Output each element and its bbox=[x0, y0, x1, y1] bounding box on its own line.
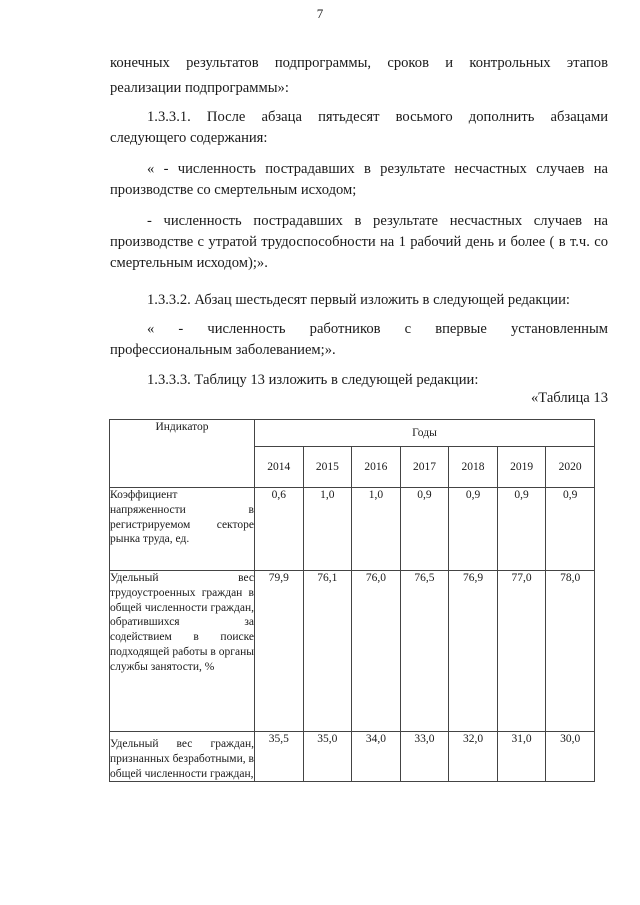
value-cell: 35,0 bbox=[303, 732, 352, 782]
year-header: 2014 bbox=[254, 447, 303, 488]
years-header: Годы bbox=[254, 420, 594, 447]
value-cell: 77,0 bbox=[497, 571, 546, 732]
year-header: 2020 bbox=[546, 447, 595, 488]
value-cell: 76,1 bbox=[303, 571, 352, 732]
value-cell: 76,0 bbox=[352, 571, 401, 732]
paragraph-occupational-disease: « - численность работников с впервые установленным профессиональным заболеванием;». bbox=[110, 321, 608, 358]
value-cell: 76,5 bbox=[400, 571, 449, 732]
paragraph-continuation-line1: конечных результатов подпрограммы, сроков и контрольных этапов bbox=[110, 55, 608, 71]
year-header: 2017 bbox=[400, 447, 449, 488]
value-cell: 78,0 bbox=[546, 571, 595, 732]
table-header-row bbox=[110, 420, 595, 447]
value-cell: 0,9 bbox=[449, 488, 498, 571]
value-cell: 1,0 bbox=[352, 488, 401, 571]
paragraph-disability-injuries: - численность пострадавших в результате несчастных случаев на производстве с утратой трудоспособности на 1 рабочий день и более ( в т.ч. со смертельным исходом);». bbox=[110, 213, 608, 271]
paragraph-continuation-line2: реализации подпрограммы»: bbox=[110, 80, 289, 96]
indicator-cell: Коэффициент напряженности в регистрируемом секторе рынка труда, ед. bbox=[110, 488, 255, 571]
table-row bbox=[110, 571, 595, 732]
value-cell: 35,5 bbox=[254, 732, 303, 782]
value-cell: 0,6 bbox=[254, 488, 303, 571]
value-cell: 76,9 bbox=[449, 571, 498, 732]
value-cell: 0,9 bbox=[546, 488, 595, 571]
year-header: 2015 bbox=[303, 447, 352, 488]
year-header: 2019 bbox=[497, 447, 546, 488]
year-header: 2016 bbox=[352, 447, 401, 488]
value-cell: 33,0 bbox=[400, 732, 449, 782]
table-row bbox=[110, 488, 595, 571]
page-number: 7 bbox=[316, 6, 324, 21]
value-cell: 0,9 bbox=[400, 488, 449, 571]
value-cell: 31,0 bbox=[497, 732, 546, 782]
value-cell: 32,0 bbox=[449, 732, 498, 782]
value-cell: 1,0 bbox=[303, 488, 352, 571]
table-caption: «Таблица 13 bbox=[530, 390, 608, 406]
table-row bbox=[110, 732, 595, 782]
paragraph-1-3-3-1: 1.3.3.1. После абзаца пятьдесят восьмого дополнить абзацами следующего содержания: bbox=[110, 109, 608, 146]
paragraph-1-3-3-3: 1.3.3.3. Таблицу 13 изложить в следующей редакции: bbox=[147, 372, 479, 388]
year-header: 2018 bbox=[449, 447, 498, 488]
indicator-cell: Удельный вес граждан, признанных безработными, в общей численности граждан, bbox=[110, 732, 255, 782]
value-cell: 34,0 bbox=[352, 732, 401, 782]
value-cell: 79,9 bbox=[254, 571, 303, 732]
paragraph-fatal-injuries: « - численность пострадавших в результате несчастных случаев на производстве со смертельным исходом; bbox=[110, 161, 608, 198]
indicators-table bbox=[109, 419, 595, 782]
paragraph-1-3-3-2: 1.3.3.2. Абзац шестьдесят первый изложить в следующей редакции: bbox=[147, 292, 570, 308]
value-cell: 30,0 bbox=[546, 732, 595, 782]
indicator-cell: Удельный вес трудоустроенных граждан в общей численности граждан, обратившихся за содействием в поиске подходящей работы в органы службы занятости, % bbox=[110, 571, 255, 732]
indicator-header: Индикатор bbox=[110, 420, 255, 488]
value-cell: 0,9 bbox=[497, 488, 546, 571]
